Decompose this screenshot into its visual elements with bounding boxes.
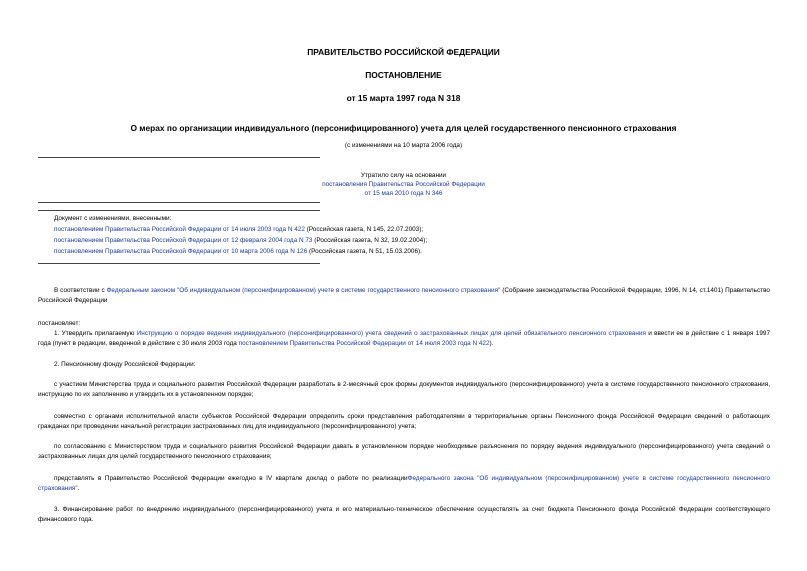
amendment-link[interactable]: постановлением Правительства Российской Федерации от 14 июля 2003 года N 422 bbox=[238, 340, 490, 348]
change-link[interactable]: постановлением Правительства Российской Федерации от 10 марта 2006 года N 126 bbox=[54, 248, 308, 255]
paragraph-2a: с участием Министерства труда и социального развития Российской Федерации разработать в 2-месячный срок формы документов индивидуального (персонифицированного) учета в системе государственного пенсионного страхования, инструкцию по их заполнению и утвердить их в установленном порядке; bbox=[38, 381, 770, 399]
void-notice-text: Утратило силу на основании bbox=[360, 172, 447, 179]
document-date-number: от 15 марта 1997 года N 318 bbox=[346, 93, 461, 103]
document-title: О мерах по организации индивидуального (персонифицированного) учета для целей государственного пенсионного страхования bbox=[130, 123, 677, 133]
divider bbox=[38, 202, 320, 203]
amendment-note: (с изменениями на 10 марта 2006 года) bbox=[344, 142, 463, 149]
paragraph-2c: по согласованию с Министерством труда и социального развития Российской Федерации давать в установленном порядке необходимые разъяснения по порядку ведения индивидуального (персонифицированного) учета сведений о застрахованных лицах для целей государственного пенсионного страхования; bbox=[38, 443, 770, 461]
change-link[interactable]: постановлением Правительства Российской Федерации от 14 июля 2003 года N 422 bbox=[54, 226, 305, 233]
intro-paragraph: В соответствии с Федеральным законом "Об индивидуальном (персонифицированном) учете в системе государственного пенсионного страхования" (Собрание законодательства Российской Федерации, 1996, N 14, ст.1401) Правительство Российской Федерации bbox=[38, 287, 770, 305]
change-item bbox=[54, 247, 422, 257]
divider bbox=[38, 210, 320, 211]
paragraph-1: 1. Утвердить прилагаемую Инструкцию о порядке ведения индивидуального (персонифицированного) учета сведений о застрахованных лицах для целей обязательного пенсионного страхования и ввести ее в действие с 1 января 1997 года (пункт в редакции, введенной в действие с 30 июля 2003 года постановлением Правительства Российской Федерации от 14 июля 2003 года N 422). bbox=[38, 330, 770, 348]
change-source: (Российская газета, N 32, 19.02.2004); bbox=[312, 237, 428, 244]
change-item bbox=[54, 225, 423, 235]
change-source: (Российская газета, N 51, 15.03.2006). bbox=[307, 248, 422, 255]
federal-law-link[interactable]: Федеральным законом "Об индивидуальном (персонифицированном) учете в системе государственного пенсионного страхования" bbox=[106, 287, 501, 294]
paragraph-2: 2. Пенсионному фонду Российской Федерации: bbox=[54, 361, 196, 368]
change-link[interactable]: постановлением Правительства Российской Федерации от 12 февраля 2004 года N 73 bbox=[54, 237, 313, 244]
change-source: (Российская газета, N 145, 22.07.2003); bbox=[304, 226, 424, 233]
instruction-link[interactable]: Инструкцию о порядке ведения индивидуального (персонифицированного) учета сведений о застрахованных лицах для целей обязательного пенсионного страхования bbox=[136, 330, 646, 337]
paragraph-2b: совместно с органами исполнительной власти субъектов Российской Федерации определить сроки представления работодателями в территориальные органы Пенсионного фонда Российской Федерации сведений о работающих гражданах при проведении начальной регистрации застрахованных лиц для индивидуального (персонифицированного) учета; bbox=[38, 413, 770, 431]
government-name: ПРАВИТЕЛЬСТВО РОССИЙСКОЙ ФЕДЕРАЦИИ bbox=[307, 47, 500, 57]
document-type: ПОСТАНОВЛЕНИЕ bbox=[365, 70, 442, 80]
change-item bbox=[54, 236, 427, 246]
void-notice-link[interactable]: постановления Правительства Российской Федерации bbox=[322, 181, 485, 188]
divider bbox=[38, 263, 320, 264]
void-notice-link-date[interactable]: от 15 мая 2010 года N 346 bbox=[364, 190, 443, 197]
paragraph-2d: представлять в Правительство Российской Федерации ежегодно в IV квартале доклад о работе по реализацииФедерального закона "Об индивидуальном (персонифицированном) учете в системе государственного пенсионного страхования". bbox=[38, 475, 771, 493]
changes-heading: Документ с изменениями, внесенными: bbox=[54, 215, 172, 222]
federal-law-link[interactable]: Федерального закона "Об индивидуальном (персонифицированном) учете в системе государственного пенсионного страхования" bbox=[38, 475, 771, 493]
paragraph-3: 3. Финансирование работ по внедрению индивидуального (персонифицированного) учета и его материально-техническое обеспечение осуществлять за счет бюджета Пенсионного фонда Российской Федерации соответствующего финансового года. bbox=[38, 506, 770, 524]
decides-text: постановляет: bbox=[38, 320, 81, 327]
divider bbox=[38, 157, 320, 158]
